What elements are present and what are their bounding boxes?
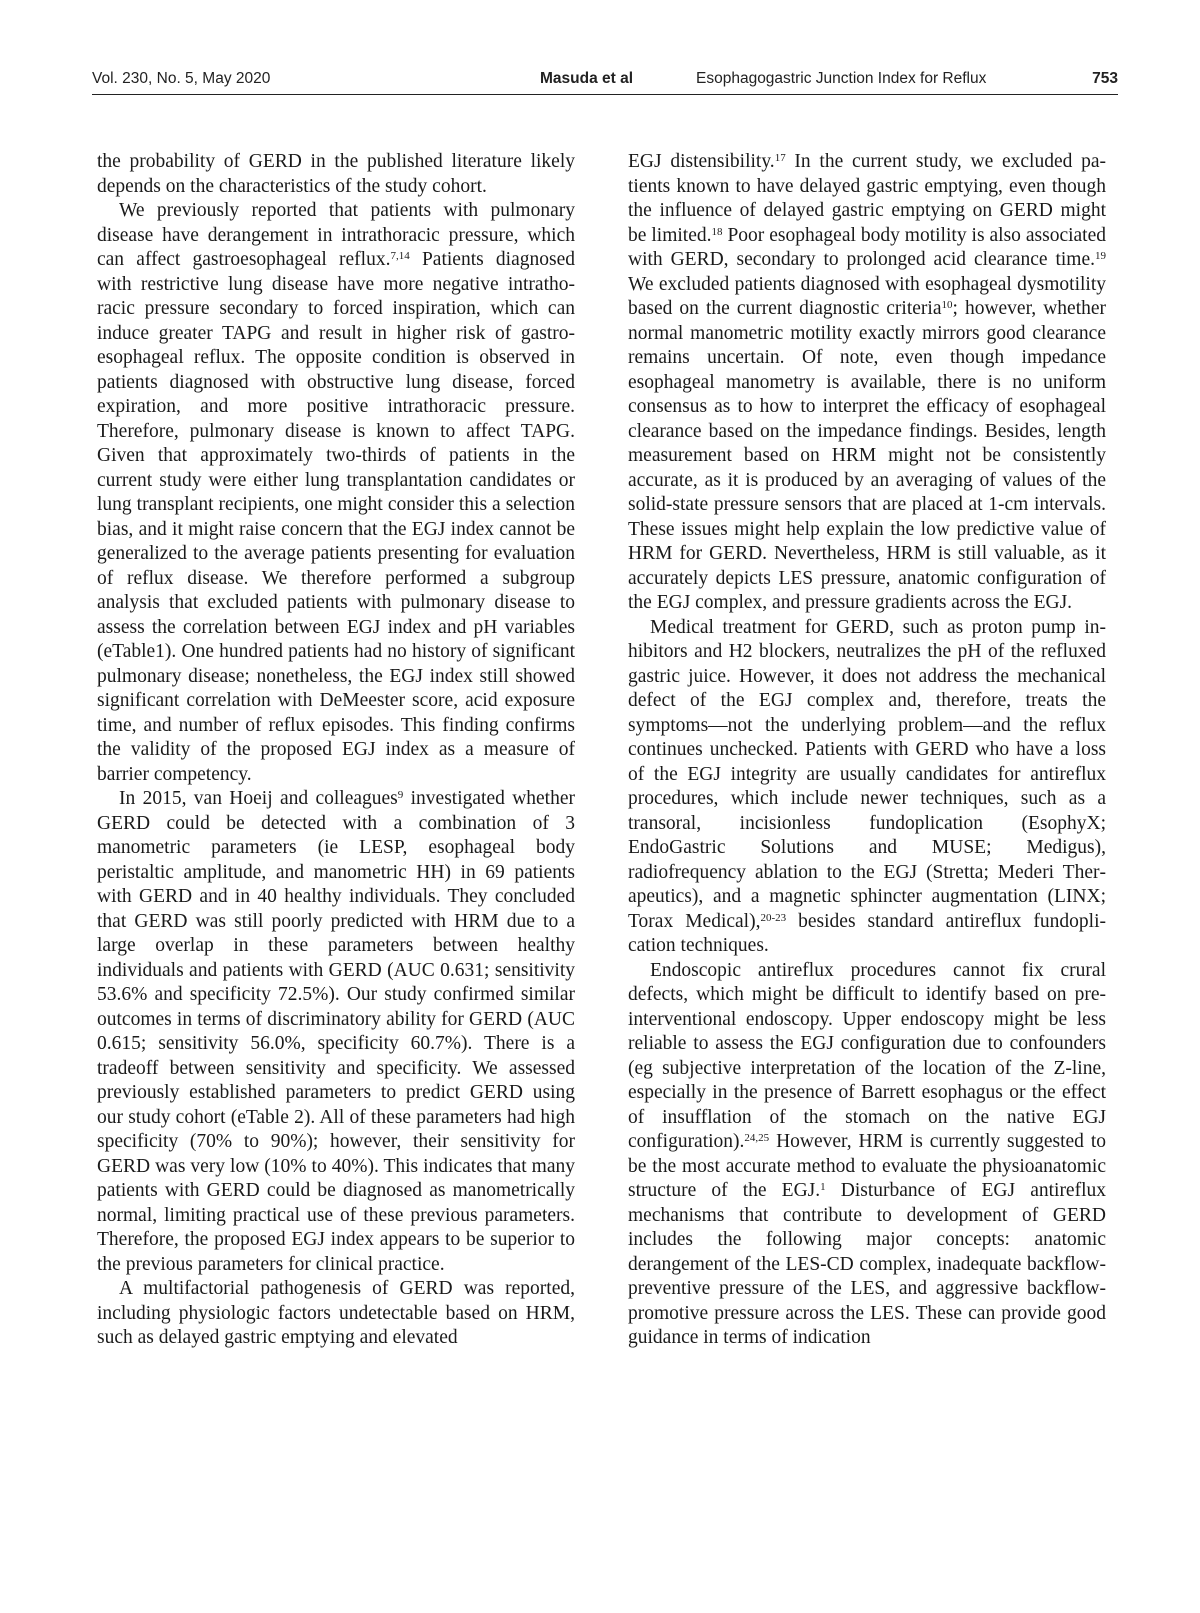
paragraph: A multifactorial pathogenesis of GERD was reported, including physiologic factors undetectable based on HRM, such as delayed gastric emptying and elevated [97, 1278, 575, 1348]
citation: 7,14 [390, 250, 410, 262]
citation: 9 [397, 789, 404, 801]
running-authors: Masuda et al [540, 70, 634, 87]
citation: 18 [711, 225, 723, 238]
paragraph: Medical treatment for GERD, such as proton pump inhibitors and H2 blockers, neutralizes the pH of the refluxed gastric juice. However, it does not address the mechanical defect of the EGJ complex and, therefore, treats the symptoms—not the underlying problem—and the reflux continues unchecked. Patients with GERD who have a loss of the EGJ integrity are usually candidates for antireflux procedures, which include newer techniques, such as a transoral, incisionless fundoplication (EsophyX; EndoGastric Solutions and MUSE; Medigus), radiofrequency ablation to the EGJ (Stretta; Mederi Therapeutics), and a magnetic sphincter augmentation (LINX; Torax Medical),$^{20-23}$ besides standard antireflux fundoplication techniques. [628, 616, 1106, 956]
page-number: 753 [1092, 70, 1118, 87]
paragraph: the probability of GERD in the published literature likely depends on the characteristics of the study cohort. [97, 151, 575, 197]
paragraph: Endoscopic antireflux procedures cannot fix crural defects, which might be difficult to identify based on pre-interventional endoscopy. Upper endoscopy might be less reliable to assess the EGJ configuration due to confounders (eg subjective interpretation of the location of the Z-line, especially in the presence of Barrett esophagus or the effect of insufflation of the stomach on the native EGJ configuration).$^{24,25}$ However, HRM is currently suggested to be the most accurate method to evaluate the physioanatomic structure of the EGJ.$^1$ Disturbance of EGJ antireflux mechanisms that contribute to development of GERD includes the following major concepts: anatomic derangement of the LES-CD complex, inadequate backflow-preventive pressure of the LES, and aggressive backflow-promotive pressure across the LES. These can provide good guidance in terms of indication [628, 959, 1107, 1348]
citation: 19 [1095, 250, 1106, 262]
right-column [628, 150, 1106, 1351]
citation: 17 [774, 152, 786, 164]
citation: 10 [941, 299, 953, 311]
left-column [97, 150, 575, 1351]
citation: 20-23 [760, 911, 787, 924]
citation: 24,25 [744, 1132, 770, 1144]
journal-volume: Vol. 230, No. 5, May 2020 [92, 70, 271, 87]
paragraph: We previously reported that patients with pulmonary disease have derangement in intrathoracic pressure, which can affect gastroesophageal reflux.$^{7,14}$ Patients diagnosed with restrictive lung disease have more negative intrathoracic pressure secondary to forced inspiration, which can induce greater TAPG and result in higher risk of gastroesophageal reflux. The opposite condition is observed in patients diagnosed with obstructive lung disease, forced expiration, and more positive intrathoracic pressure. Therefore, pulmonary disease is known to affect TAPG. Given that approximately two-thirds of patients in the current study were either lung transplantation candidates or lung transplant recipients, one might consider this a selection bias, and it might raise concern that the EGJ index cannot be generalized to the average patients presenting for evaluation of reflux disease. We therefore performed a subgroup analysis that excluded patients with pulmonary disease to assess the correlation between EGJ index and pH variables (eTable1). One hundred patients had no history of significant pulmonary disease; nonetheless, the EGJ index still showed significant correlation with DeMeester score, acid exposure time, and number of reflux episodes. This finding confirms the validity of the proposed EGJ index as a measure of barrier competency. [97, 200, 575, 785]
running-title: Esophagogastric Junction Index for Reflux [696, 70, 987, 87]
paragraph: EGJ distensibility.$^{17}$ In the current study, we excluded patients known to have delayed gastric emptying, even though the influence of delayed gastric emptying on GERD might be limited.$^{18}$ Poor esophageal body motility is also associated with GERD, secondary to prolonged acid clearance time.$^{19}$ We excluded patients diagnosed with esophageal dysmotility based on the current diagnostic criteria$^{10}$; however, whether normal manometric motility exactly mirrors good clearance remains uncertain. Of note, even though impedance esophageal manometry is available, there is no uniform consensus as to how to interpret the efficacy of esophageal clearance based on the impedance findings. Besides, length measurement based on HRM might not be consistently accurate, as it is produced by an averaging of values of the solid-state pressure sensors that are placed at 1-cm intervals. These issues might help explain the low predictive value of HRM for GERD. Nevertheless, HRM is still valuable, as it accurately depicts LES pressure, anatomic configuration of the EGJ complex, and pressure gradients across the EGJ. [628, 151, 1107, 613]
paragraph: In 2015, van Hoeij and colleagues$^9$ investigated whether GERD could be detected with a combination of 3 manometric parameters (ie LESP, esophageal body peristaltic amplitude, and manometric HH) in 69 patients with GERD and in 40 healthy individuals. They concluded that GERD was still poorly predicted with HRM due to a large overlap in these parameters between healthy individuals and patients with GERD (AUC 0.631; sensitivity 53.6% and specificity 72.5%). Our study confirmed similar outcomes in terms of discriminatory ability for GERD (AUC 0.615; sensitivity 56.0%, specificity 60.7%). There is a tradeoff between sensitivity and specificity. We assessed previously established parameters to predict GERD using our study cohort (eTable 2). All of these parameters had high specificity (70% to 90%); however, their sensitivity for GERD was very low (10% to 40%). This indicates that many patients with GERD could be diagnosed as manometrically normal, limiting practical use of these previous parameters. Therefore, the proposed EGJ index appears to be superior to the previous parameters for clinical practice. [97, 788, 576, 1275]
running-header [92, 64, 1118, 95]
citation: 1 [820, 1181, 826, 1193]
